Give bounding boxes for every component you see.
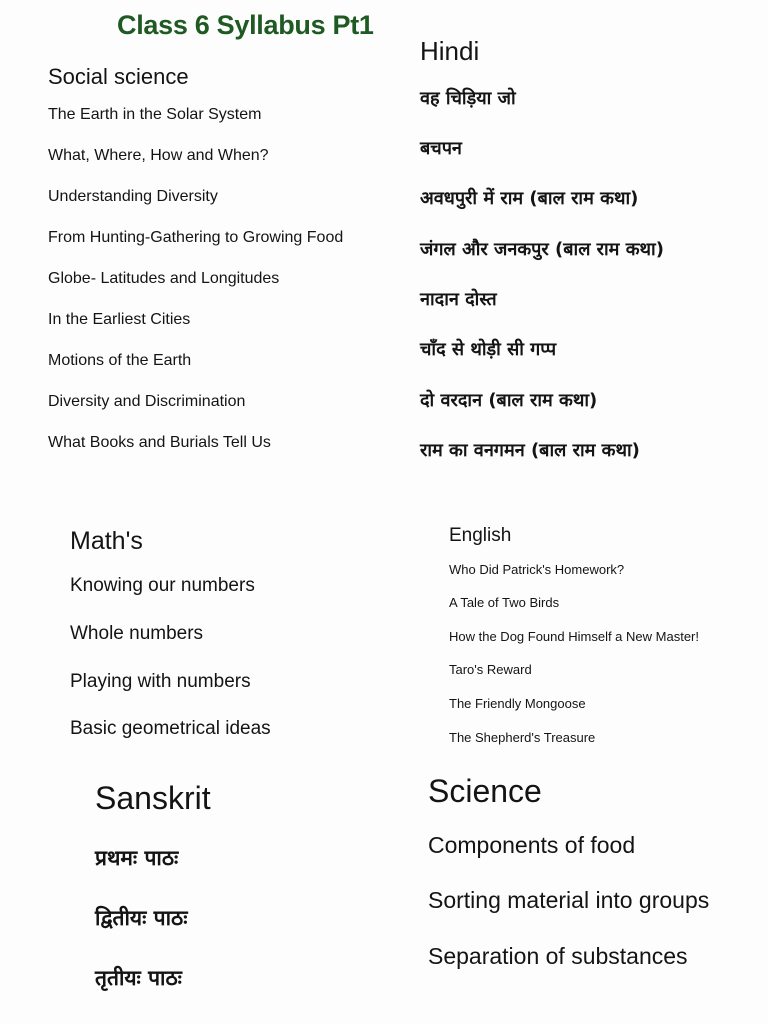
english-item: The Shepherd's Treasure	[449, 730, 596, 745]
english-item: How the Dog Found Himself a New Master!	[449, 629, 699, 644]
sanskrit-item: तृतीयः पाठः	[95, 966, 182, 990]
social-science-item: The Earth in the Solar System	[48, 106, 262, 123]
science-heading: Science	[428, 773, 542, 809]
social-science-item: What Books and Burials Tell Us	[48, 434, 271, 451]
maths-heading: Math's	[70, 527, 143, 555]
maths-item: Knowing our numbers	[70, 575, 255, 596]
page-title: Class 6 Syllabus Pt1	[117, 10, 374, 40]
science-item: Components of food	[428, 832, 636, 858]
hindi-section	[420, 36, 664, 461]
social-science-heading: Social science	[48, 64, 189, 89]
sanskrit-item: प्रथमः पाठः	[95, 846, 179, 870]
maths-item: Basic geometrical ideas	[70, 718, 271, 739]
science-item: Separation of substances	[428, 943, 688, 969]
sanskrit-section	[95, 780, 211, 990]
english-item: Who Did Patrick's Homework?	[449, 562, 625, 577]
social-science-item: Globe- Latitudes and Longitudes	[48, 270, 280, 287]
social-science-item: Understanding Diversity	[48, 188, 218, 205]
english-item: Taro's Reward	[449, 662, 532, 677]
english-section	[449, 525, 699, 745]
social-science-item: In the Earliest Cities	[48, 311, 191, 328]
english-item: The Friendly Mongoose	[449, 696, 586, 711]
english-item: A Tale of Two Birds	[449, 595, 560, 610]
social-science-item: From Hunting-Gathering to Growing Food	[48, 229, 344, 246]
hindi-heading: Hindi	[420, 36, 480, 66]
sanskrit-heading: Sanskrit	[95, 780, 211, 816]
social-science-section	[48, 64, 344, 451]
hindi-item: अवधपुरी में राम (बाल राम कथा)	[420, 188, 639, 209]
hindi-item: राम का वनगमन (बाल राम कथा)	[420, 440, 640, 461]
social-science-item: Diversity and Discrimination	[48, 393, 246, 410]
science-item: Sorting material into groups	[428, 887, 710, 913]
maths-item: Playing with numbers	[70, 671, 251, 692]
hindi-item: वह चिड़िया जो	[420, 88, 516, 109]
social-science-item: Motions of the Earth	[48, 352, 192, 369]
hindi-item: जंगल और जनकपुर (बाल राम कथा)	[420, 239, 664, 260]
maths-section	[70, 527, 271, 739]
social-science-item: What, Where, How and When?	[48, 147, 269, 164]
hindi-item: चाँद से थोड़ी सी गप्प	[420, 339, 557, 360]
science-section	[428, 773, 710, 969]
sanskrit-item: द्वितीयः पाठः	[95, 906, 188, 930]
english-heading: English	[449, 525, 512, 546]
maths-item: Whole numbers	[70, 623, 204, 644]
hindi-item: दो वरदान (बाल राम कथा)	[420, 390, 598, 411]
hindi-item: नादान दोस्त	[420, 289, 497, 310]
hindi-item: बचपन	[420, 138, 462, 159]
